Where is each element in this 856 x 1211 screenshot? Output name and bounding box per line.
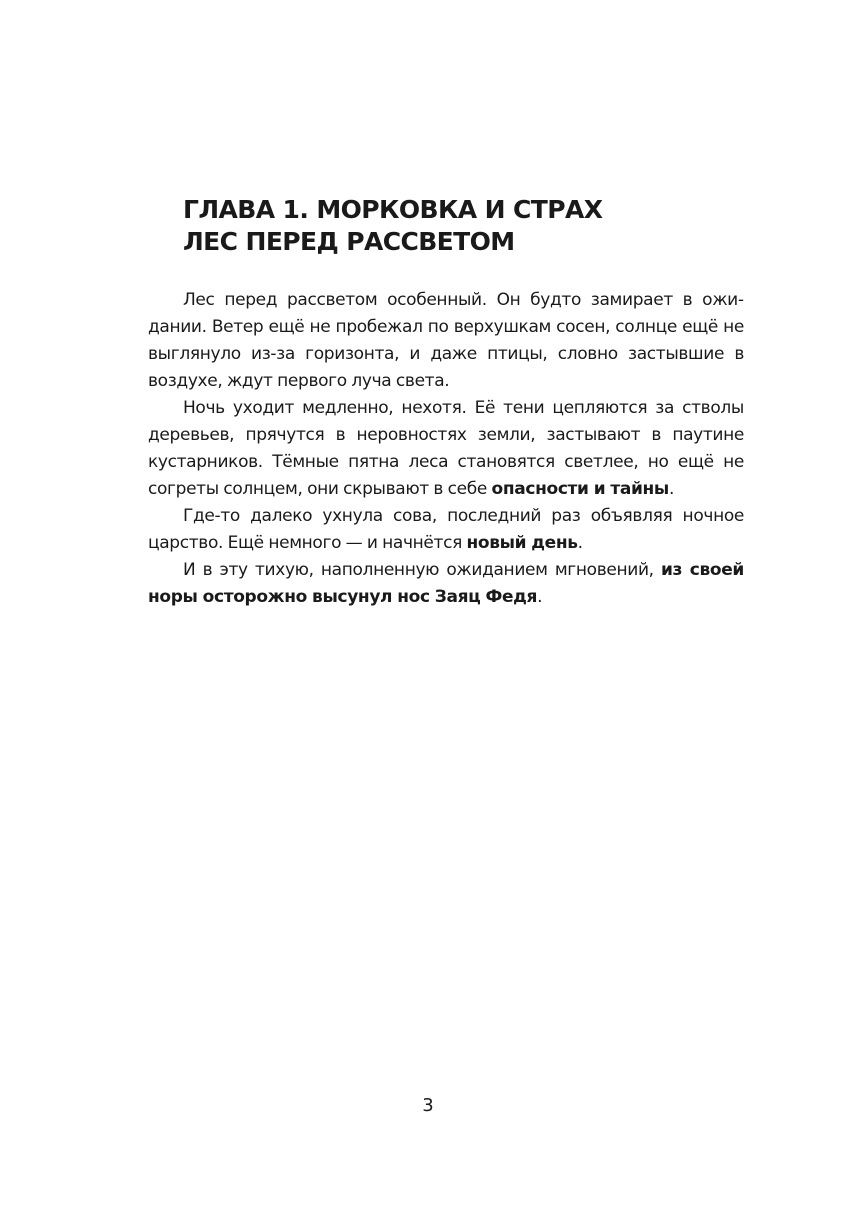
chapter-title-line-1: ГЛАВА 1. МОРКОВКА И СТРАХ: [183, 195, 603, 224]
paragraph-3-end: .: [577, 533, 583, 553]
paragraph-1-text: Лес перед рассветом особенный. Он будто замирает в ожидании. Ветер ещё не пробежал по верхушкам сосен, солнце ещё не выглянуло из-за горизонта, и даже птицы, словно застывшие в воздухе, ждут первого луча света.: [148, 290, 744, 391]
paragraph-3-bold-phrase: новый день: [466, 533, 578, 553]
paragraph-2-text: Ночь уходит медленно, нехотя. Её тени цепляются за стволы деревьев, прячутся в неровностях земли, застывают в паутине кустарников. Тёмные пятна леса становятся светлее, но ещё не согреты солнцем, они скрывают в себе: [148, 398, 744, 499]
paragraph-4-bold-phrase: из своей норы осторожно высунул нос Заяц Федя: [148, 560, 744, 607]
paragraph-2-end: .: [668, 479, 674, 499]
page-number: 3: [422, 1095, 434, 1116]
paragraph-3: [148, 503, 744, 557]
paragraph-1: [148, 287, 744, 395]
chapter-body: [148, 287, 744, 611]
paragraph-2: [148, 395, 744, 503]
chapter-heading: [183, 194, 763, 258]
paragraph-3-text: Где-то далеко ухнула сова, последний раз объявляя ночное царство. Ещё немного — и начнётся: [148, 506, 744, 553]
paragraph-2-bold-phrase: опасности и тайны: [491, 479, 669, 499]
paragraph-4-end: .: [537, 587, 543, 607]
paragraph-4: [148, 557, 744, 611]
paragraph-4-text: И в эту тихую, наполненную ожиданием мгновений,: [183, 560, 661, 580]
chapter-title-line-2: ЛЕС ПЕРЕД РАССВЕТОМ: [183, 227, 515, 256]
